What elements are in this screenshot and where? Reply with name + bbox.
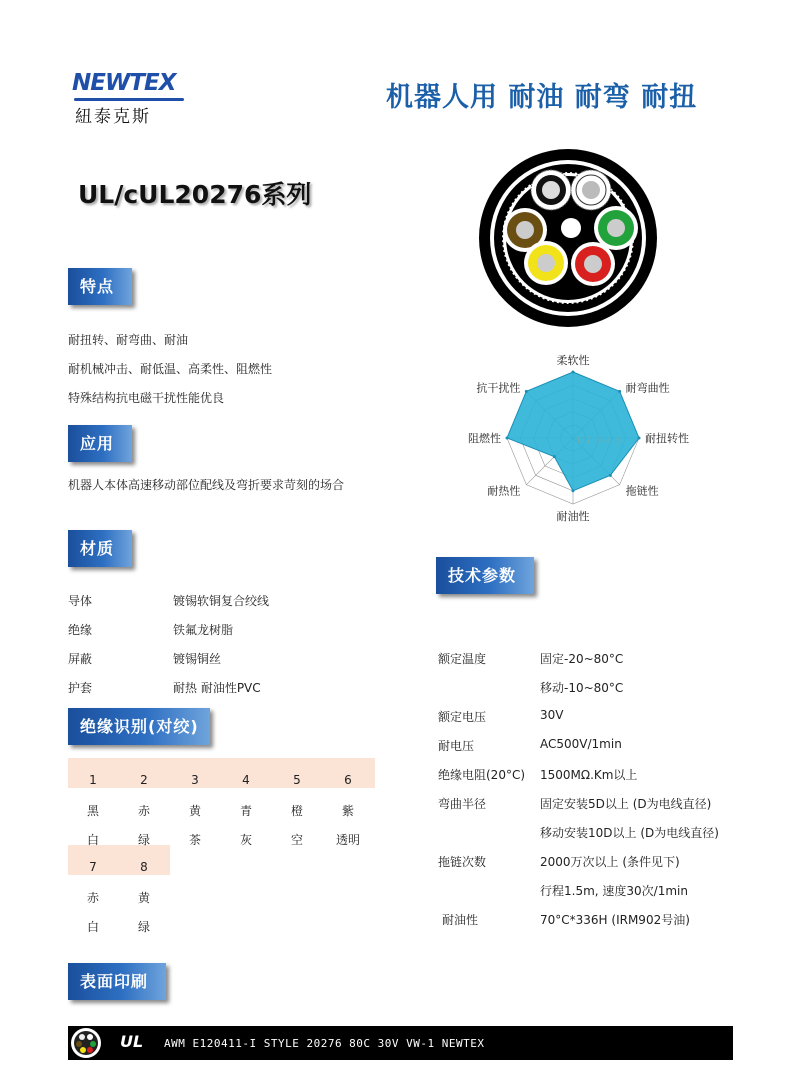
tech-value: 1500MΩ.Km以上 [540,768,638,782]
tech-label: 耐油性 [442,913,479,927]
color-a: 黑 [86,804,99,818]
tech-value: 30V [540,708,564,722]
radar-axis-label: 柔软性 [556,354,590,367]
material-label: 绝缘 [68,623,93,637]
material-label: 屏蔽 [68,652,93,666]
color-b: 白 [86,833,99,847]
tech-value: 行程1.5m, 速度30次/1min [540,884,688,898]
material-value: 镀锡软铜复合绞线 [173,594,270,608]
radar-scale-label: 5 [616,436,622,445]
radar-axis-label: 耐弯曲性 [625,381,670,395]
tech-value: 移动-10~80°C [540,681,624,695]
radar-data-point [572,489,575,492]
color-a: 赤 [86,891,99,905]
ul-mark: UL [120,1032,144,1051]
color-a: 黄 [188,804,201,818]
material-value: 镀锡铜丝 [173,652,222,666]
radar-series-area [507,372,639,491]
series-title: UL/cUL20276系列 [78,180,312,209]
radar-scale-label: 2 [586,436,592,445]
color-b: 绿 [137,833,150,847]
pair-number: 5 [293,773,301,787]
logo-subtext: 紐泰克斯 [75,107,151,127]
feature-item: 特殊结构抗电磁干扰性能优良 [68,391,225,405]
application-text: 机器人本体高速移动部位配线及弯折要求苛刻的场合 [68,478,345,492]
surface-print-heading: 表面印刷 [68,963,166,1000]
tech-label: 额定温度 [438,652,487,666]
material-value: 铁氟龙树脂 [173,623,234,637]
tech-value: 固定安装5D以上 (D为电线直径) [540,797,712,811]
color-b: 空 [290,833,303,847]
color-b: 透明 [335,833,360,847]
pair-number: 8 [140,860,148,874]
color-b: 白 [86,920,99,934]
color-b: 绿 [137,920,150,934]
color-a: 赤 [137,804,150,818]
logo-text: NEWTEX [72,70,176,96]
pair-number: 3 [191,773,199,787]
tech-label: 绝缘电阻(20°C) [438,768,526,782]
radar-data-point [609,474,612,477]
headline: 机器人用 耐油 耐弯 耐扭 [386,82,698,113]
features-heading: 特点 [68,268,132,305]
color-a: 紫 [341,804,354,818]
pair-number: 1 [89,773,97,787]
radar-scale-label: 1 [576,436,582,445]
tech-value: 70°C*336H (IRM902号油) [540,913,690,927]
radar-axis-label: 阻燃性 [468,432,501,445]
cable-cross-section-image [473,148,663,328]
radar-data-point [506,437,509,440]
tech-label: 额定电压 [438,710,487,724]
radar-data-point [553,455,556,458]
radar-axis-label: 耐热性 [487,484,521,498]
radar-axis-label: 耐油性 [556,510,590,523]
tech-heading: 技术参数 [436,557,534,594]
application-heading: 应用 [68,425,132,462]
performance-radar-chart [455,350,705,535]
material-label: 护套 [68,681,93,695]
feature-item: 耐机械冲击、耐低温、高柔性、阻燃性 [68,362,273,376]
radar-data-point [618,390,621,393]
tech-label: 弯曲半径 [438,797,487,811]
cable-thumbnail-icon [70,1027,102,1059]
radar-scale-label: 3 [596,436,602,445]
tech-value: 固定-20~80°C [540,652,624,666]
radar-scale-label: 4 [606,436,612,445]
tech-label: 拖链次数 [438,855,487,869]
insulation-heading: 绝缘识别(对绞) [68,708,210,745]
tech-value: 移动安装10D以上 (D为电线直径) [540,826,719,840]
material-heading: 材质 [68,530,132,567]
material-label: 导体 [68,594,93,608]
tech-label: 耐电压 [438,739,475,753]
print-text: AWM E120411-I STYLE 20276 80C 30V VW-1 NEWTEX [164,1037,485,1050]
radar-axis-label: 耐扭转性 [645,432,689,445]
pair-number: 2 [140,773,148,787]
radar-data-point [572,371,575,374]
material-value: 耐热 耐油性PVC [173,681,261,695]
brand-logo [72,70,192,127]
color-a: 黄 [137,891,150,905]
logo-swoosh [74,98,184,101]
color-b: 灰 [239,833,252,847]
tech-value: AC500V/1min [540,737,622,751]
color-a: 青 [239,804,252,818]
radar-axis-label: 抗干扰性 [476,381,521,395]
color-a: 橙 [290,804,303,818]
tech-value: 2000万次以上 (条件见下) [540,855,680,869]
pair-number: 6 [344,773,352,787]
color-b: 茶 [188,833,201,847]
radar-axis-label: 拖链性 [625,484,659,498]
pair-number: 4 [242,773,250,787]
radar-data-point [638,437,641,440]
feature-item: 耐扭转、耐弯曲、耐油 [68,333,189,347]
radar-data-point [525,390,528,393]
pair-number: 7 [89,860,97,874]
